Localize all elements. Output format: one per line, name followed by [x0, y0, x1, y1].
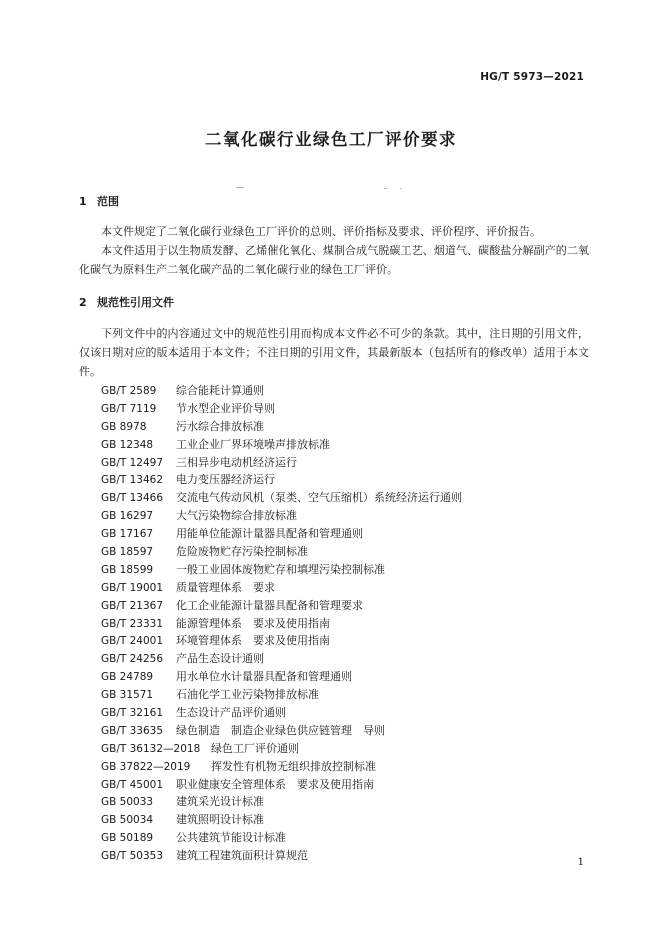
reference-title: 综合能耗计算通则 [176, 384, 264, 397]
reference-title: 产品生态设计通则 [176, 652, 264, 666]
reference-item [101, 436, 462, 454]
section-title: 范围 [97, 195, 119, 208]
reference-title: 工业企业厂界环境噪声排放标准 [176, 437, 330, 451]
reference-code: GB/T 50353 [101, 850, 164, 863]
reference-title: 用能单位能源计量器具配备和管理通则 [176, 527, 363, 541]
reference-item [101, 561, 462, 579]
reference-code: GB/T 2589 [101, 385, 157, 397]
reference-item [101, 668, 462, 686]
reference-title: 职业健康安全管理体系 要求及使用指南 [176, 777, 374, 791]
page-number: 1 [577, 857, 584, 868]
reference-item [101, 489, 462, 507]
section-number: 1 [79, 195, 87, 208]
standard-number: HG/T 5973—2021 [480, 71, 584, 83]
reference-code: GB 31571 [101, 689, 154, 702]
reference-code: GB/T 33635 [101, 724, 164, 737]
reference-title: 用水单位水计量器具配备和管理通则 [176, 670, 352, 684]
reference-item [101, 418, 462, 436]
reference-item [101, 811, 462, 829]
reference-item [101, 650, 462, 668]
reference-title: 三相异步电动机经济运行 [176, 455, 297, 469]
reference-item [101, 758, 462, 776]
reference-item [101, 776, 462, 794]
reference-item [101, 597, 462, 615]
reference-item [101, 847, 462, 865]
references-intro-paragraph: 下列文件中的内容通过文中的规范性引用而构成本文件必不可少的条款。其中，注日期的引用文件，仅该日期对应的版本适用于本文件；不注日期的引用文件，其最新版本（包括所有的修改单）适用于本文件。 [79, 327, 589, 378]
reference-code: GB/T 21367 [101, 599, 164, 612]
document-title: 二氧化碳行业绿色工厂评价要求 [205, 130, 457, 149]
scan-artifact [236, 187, 244, 188]
reference-title: 一般工业固体废物贮存和填埋污染控制标准 [176, 562, 385, 576]
reference-item [101, 615, 462, 633]
reference-title: 挥发性有机物无组织排放控制标准 [211, 759, 376, 773]
scope-paragraph-1: 本文件规定了二氧化碳行业绿色工厂评价的总则、评价指标及要求、评价程序、评价报告。 [101, 225, 541, 238]
reference-code: GB 17167 [101, 528, 154, 541]
reference-item [101, 382, 462, 400]
reference-code: GB/T 32161 [101, 707, 164, 720]
reference-title: 建筑工程建筑面积计算规范 [176, 849, 308, 863]
reference-title: 大气污染物综合排放标准 [176, 509, 297, 523]
reference-title: 危险废物贮存污染控制标准 [176, 545, 308, 559]
reference-item [101, 471, 462, 489]
reference-code: GB/T 19001 [101, 581, 164, 594]
reference-title: 绿色制造 制造企业绿色供应链管理 导则 [176, 723, 385, 737]
reference-title: 公共建筑节能设计标准 [176, 831, 286, 845]
reference-title: 电力变压器经济运行 [176, 473, 275, 487]
reference-item [101, 400, 462, 418]
reference-code: GB 50189 [101, 832, 154, 845]
reference-code: GB 50034 [101, 814, 154, 827]
reference-title: 石油化学工业污染物排放标准 [176, 688, 319, 702]
reference-code: GB/T 13466 [101, 492, 164, 505]
normative-reference-list [101, 382, 462, 865]
reference-code: GB/T 7119 [101, 402, 157, 415]
reference-title: 化工企业能源计量器具配备和管理要求 [176, 598, 363, 612]
reference-item [101, 704, 462, 722]
reference-code: GB/T 12497 [101, 456, 164, 469]
reference-code: GB/T 36132—2018 [101, 742, 201, 755]
reference-code: GB/T 45001 [101, 778, 164, 791]
reference-title: 能源管理体系 要求及使用指南 [176, 616, 330, 630]
reference-code: GB 18599 [101, 563, 154, 576]
reference-code: GB 8978 [101, 420, 147, 433]
reference-item [101, 740, 462, 758]
section-2-heading [79, 294, 174, 310]
reference-title: 建筑采光设计标准 [176, 795, 264, 809]
reference-code: GB/T 24256 [101, 653, 164, 666]
reference-item [101, 507, 462, 525]
reference-item [101, 722, 462, 740]
section-1-heading [79, 193, 119, 209]
reference-code: GB/T 24001 [101, 635, 164, 648]
reference-item [101, 525, 462, 543]
reference-code: GB 50033 [101, 796, 154, 809]
scope-paragraph-2: 本文件适用于以生物质发酵、乙烯催化氧化、煤制合成气脱碳工艺、烟道气、碳酸盐分解副产的二氧化碳气为原料生产二氧化碳产品的二氧化碳行业的绿色工厂评价。 [79, 244, 589, 276]
reference-title: 质量管理体系 要求 [176, 580, 275, 594]
reference-item [101, 829, 462, 847]
reference-code: GB 16297 [101, 510, 154, 523]
reference-code: GB 37822—2019 [101, 760, 191, 773]
reference-item [101, 579, 462, 597]
reference-item [101, 686, 462, 704]
reference-title: 建筑照明设计标准 [176, 813, 264, 827]
reference-item [101, 793, 462, 811]
reference-item [101, 543, 462, 561]
reference-item [101, 632, 462, 650]
section-number: 2 [79, 296, 87, 309]
reference-title: 污水综合排放标准 [176, 419, 264, 433]
scan-artifact [384, 188, 387, 189]
reference-title: 交流电气传动风机（泵类、空气压缩机）系统经济运行通则 [176, 491, 462, 505]
reference-title: 绿色工厂评价通则 [211, 741, 299, 755]
reference-title: 环境管理体系 要求及使用指南 [176, 634, 330, 648]
reference-code: GB 24789 [101, 671, 154, 684]
scan-artifact [400, 188, 402, 189]
reference-item [101, 454, 462, 472]
reference-code: GB/T 13462 [101, 474, 164, 487]
reference-code: GB/T 23331 [101, 617, 164, 630]
reference-title: 生态设计产品评价通则 [176, 706, 286, 720]
reference-code: GB 12348 [101, 438, 154, 451]
reference-code: GB 18597 [101, 546, 154, 559]
section-title: 规范性引用文件 [97, 296, 174, 309]
reference-title: 节水型企业评价导则 [176, 401, 275, 415]
